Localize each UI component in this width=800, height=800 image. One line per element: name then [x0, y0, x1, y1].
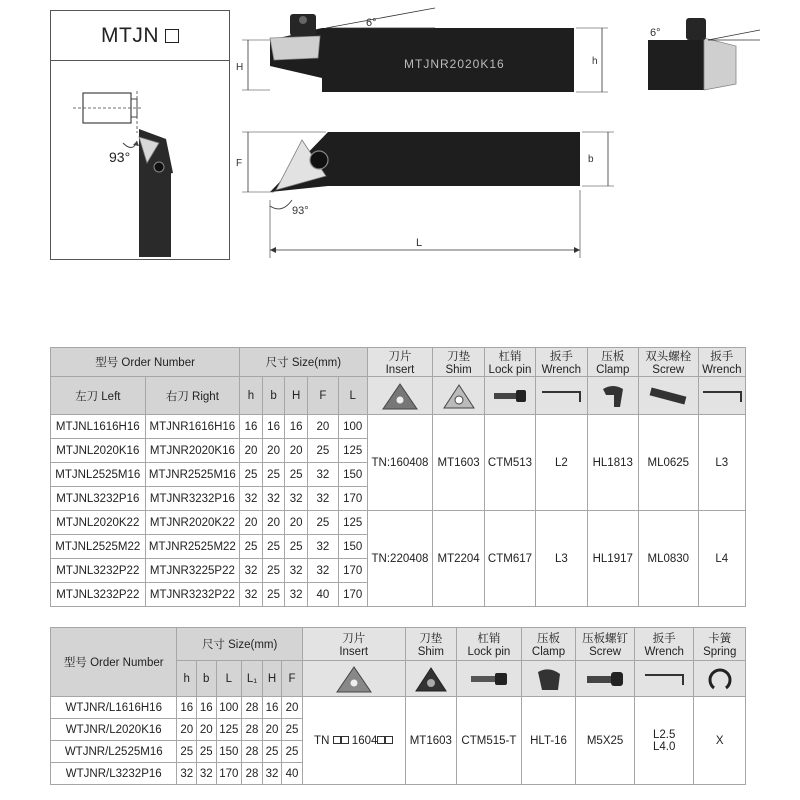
screw-cell: M5X25 [576, 697, 635, 785]
size-H-cell: 32 [285, 583, 308, 607]
col2-h: h [177, 661, 197, 697]
part-header-wrench: 扳手 Wrench [536, 348, 587, 377]
size-F-cell: 40 [307, 583, 338, 607]
part2-header-clamp: 压板 Clamp [521, 628, 575, 661]
size-H-cell: 16 [285, 415, 308, 439]
dim-H-label: H [236, 62, 244, 73]
model-cell: WTJNR/L1616H16 [51, 697, 177, 719]
size-h-cell: 16 [177, 697, 197, 719]
size-b-cell: 32 [262, 487, 285, 511]
lockpin-image [484, 377, 535, 415]
size-h-cell: 20 [240, 511, 263, 535]
size-h-cell: 25 [240, 535, 263, 559]
size-L-cell: 150 [338, 463, 367, 487]
dim-b-label: b [588, 154, 594, 165]
part2-header-screw: 压板螺钉 Screw [576, 628, 635, 661]
wrench-cell: L2.5 L4.0 [634, 697, 694, 785]
part-header-wrench2: 扳手 Wrench [698, 348, 745, 377]
col2-L: L [216, 661, 242, 697]
lock-pin-icon [490, 385, 530, 407]
order-number-header: 型号 Order Number [51, 348, 240, 377]
size-h-cell: 25 [177, 741, 197, 763]
size-F-cell: 25 [282, 719, 303, 741]
left-model-cell: MTJNL1616H16 [51, 415, 146, 439]
shim2-image [405, 661, 456, 697]
size-L1-cell: 28 [242, 741, 263, 763]
right-model-cell: MTJNR2020K16 [145, 439, 240, 463]
size-L-cell: 150 [338, 535, 367, 559]
part-header-insert: 刀片 Insert [367, 348, 433, 377]
insert-cell: TN:220408 [367, 511, 433, 607]
size-h-cell: 16 [240, 415, 263, 439]
col2-b: b [196, 661, 216, 697]
lead-angle-label: 93° [109, 149, 131, 165]
holder-model-label: MTJNR2020K16 [404, 57, 505, 71]
col-L: L [338, 377, 367, 415]
size-b-cell: 16 [262, 415, 285, 439]
model-cell: WTJNR/L3232P16 [51, 763, 177, 785]
size-H-cell: 20 [262, 719, 282, 741]
size-h-cell: 32 [240, 487, 263, 511]
size-header: 尺寸 Size(mm) [240, 348, 367, 377]
size-H-cell: 20 [285, 511, 308, 535]
size-b-cell: 32 [196, 763, 216, 785]
col2-L1: L₁ [242, 661, 263, 697]
clamp-cell: HL1917 [587, 511, 638, 607]
hex-wrench-icon [701, 386, 743, 406]
size-L-cell: 150 [216, 741, 242, 763]
size-L-cell: 100 [216, 697, 242, 719]
size-F-cell: 20 [307, 415, 338, 439]
clamp-icon [534, 664, 564, 694]
wrench2-cell: L4 [698, 511, 745, 607]
size-F-cell: 32 [307, 463, 338, 487]
right-header: 右刀 Right [145, 377, 240, 415]
wrench-cell: L3 [536, 511, 587, 607]
part2-header-wrench: 扳手 Wrench [634, 628, 694, 661]
insert2-image [302, 661, 405, 697]
lock-pin-icon [467, 668, 511, 690]
series-title-box [50, 10, 230, 260]
screw-cell: ML0830 [638, 511, 698, 607]
size-F-cell: 25 [282, 741, 303, 763]
shim-cell: MT1603 [433, 415, 484, 511]
size-F-cell: 32 [307, 487, 338, 511]
hex-wrench-icon [540, 386, 582, 406]
holder-top-view [328, 132, 580, 186]
top-angle-label: 6° [366, 17, 377, 29]
mtjn-spec-table [50, 347, 746, 607]
dim-h-label: h [592, 56, 598, 67]
double-screw-icon [646, 385, 690, 407]
size-F-cell: 25 [307, 511, 338, 535]
table-row [51, 697, 746, 719]
size-H-cell: 20 [285, 439, 308, 463]
clamp2-image [521, 661, 575, 697]
part2-header-insert: 刀片 Insert [302, 628, 405, 661]
col2-H: H [262, 661, 282, 697]
col-H: H [285, 377, 308, 415]
size-H-cell: 32 [285, 487, 308, 511]
schematic-diagram [51, 61, 229, 259]
wrench3-image [634, 661, 694, 697]
size-L1-cell: 28 [242, 719, 263, 741]
right-model-cell: MTJNR3225P22 [145, 559, 240, 583]
size-H-cell: 32 [262, 763, 282, 785]
clamp-cell: HL1813 [587, 415, 638, 511]
part-header-lockpin: 杠销 Lock pin [484, 348, 535, 377]
order-number-header-2: 型号 Order Number [51, 628, 177, 697]
triangle-insert-icon [380, 381, 420, 411]
triangle-shim-icon [413, 664, 449, 694]
right-model-cell: MTJNR2525M22 [145, 535, 240, 559]
part-header-clamp: 压板 Clamp [587, 348, 638, 377]
size-h-cell: 32 [177, 763, 197, 785]
wtjn-spec-table [50, 627, 746, 785]
left-model-cell: MTJNL2020K22 [51, 511, 146, 535]
spring-image [694, 661, 746, 697]
clamp-icon [598, 381, 628, 411]
lockpin-cell: CTM513 [484, 415, 535, 511]
size-b-cell: 25 [262, 463, 285, 487]
shim-cell: MT1603 [405, 697, 456, 785]
size-F-cell: 32 [307, 535, 338, 559]
size-h-cell: 25 [240, 463, 263, 487]
dim-F-label: F [236, 158, 243, 169]
left-model-cell: MTJNL2525M22 [51, 535, 146, 559]
model-cell: WTJNR/L2020K16 [51, 719, 177, 741]
screw-image [638, 377, 698, 415]
size-b-cell: 20 [196, 719, 216, 741]
size-F-cell: 20 [282, 697, 303, 719]
size-L-cell: 170 [338, 583, 367, 607]
col-F: F [307, 377, 338, 415]
left-model-cell: MTJNL3232P16 [51, 487, 146, 511]
size-L-cell: 170 [216, 763, 242, 785]
clamp-image [587, 377, 638, 415]
clamp-cell: HLT-16 [521, 697, 575, 785]
size-L-cell: 125 [338, 511, 367, 535]
shim-cell: MT2204 [433, 511, 484, 607]
size-F-cell: 32 [307, 559, 338, 583]
table-row [51, 415, 746, 439]
insert-cell: TN:160408 [367, 415, 433, 511]
right-model-cell: MTJNR3232P16 [145, 487, 240, 511]
triangle-insert-icon [334, 664, 374, 694]
left-header: 左刀 Left [51, 377, 146, 415]
side-angle-label: 6° [650, 27, 661, 39]
table-row [51, 511, 746, 535]
size-H-cell: 25 [285, 535, 308, 559]
dim-L-label: L [416, 237, 423, 249]
size-b-cell: 20 [262, 439, 285, 463]
left-model-cell: MTJNL2525M16 [51, 463, 146, 487]
part-header-screw: 双头螺栓 Screw [638, 348, 698, 377]
size-b-cell: 16 [196, 697, 216, 719]
col2-F: F [282, 661, 303, 697]
right-model-cell: MTJNR3232P22 [145, 583, 240, 607]
left-model-cell: MTJNL3232P22 [51, 559, 146, 583]
left-model-cell: MTJNL3232P22 [51, 583, 146, 607]
lockpin-cell: CTM617 [484, 511, 535, 607]
size-b-cell: 20 [262, 511, 285, 535]
size-header-2: 尺寸 Size(mm) [177, 628, 302, 661]
hand-placeholder-box [165, 29, 179, 43]
size-F-cell: 25 [307, 439, 338, 463]
hex-wrench-icon [643, 669, 685, 689]
part2-header-spring: 卡簧 Spring [694, 628, 746, 661]
size-L1-cell: 28 [242, 697, 263, 719]
size-b-cell: 25 [262, 583, 285, 607]
wrench-cell: L2 [536, 415, 587, 511]
wrench-image [536, 377, 587, 415]
circlip-icon [705, 664, 735, 694]
spring-cell: X [694, 697, 746, 785]
lockpin-cell: CTM515-T [457, 697, 522, 785]
tool-drawing [230, 0, 790, 270]
size-H-cell: 16 [262, 697, 282, 719]
size-H-cell: 25 [285, 463, 308, 487]
part-header-shim: 刀垫 Shim [433, 348, 484, 377]
size-H-cell: 32 [285, 559, 308, 583]
col-b: b [262, 377, 285, 415]
shim-image [433, 377, 484, 415]
size-h-cell: 32 [240, 583, 263, 607]
series-name [51, 11, 229, 61]
screw-cell: ML0625 [638, 415, 698, 511]
right-model-cell: MTJNR2020K22 [145, 511, 240, 535]
wrench2-cell: L3 [698, 415, 745, 511]
size-L-cell: 125 [338, 439, 367, 463]
lockpin2-image [457, 661, 522, 697]
size-L-cell: 100 [338, 415, 367, 439]
insert-cell: TN 1604 [302, 697, 405, 785]
size-h-cell: 20 [240, 439, 263, 463]
triangle-shim-icon [441, 381, 477, 411]
insert-image [367, 377, 433, 415]
size-L-cell: 170 [338, 487, 367, 511]
lead-angle-label-drawing: 93° [292, 205, 309, 217]
part2-header-shim: 刀垫 Shim [405, 628, 456, 661]
size-L-cell: 170 [338, 559, 367, 583]
col-h: h [240, 377, 263, 415]
size-b-cell: 25 [196, 741, 216, 763]
size-F-cell: 40 [282, 763, 303, 785]
size-b-cell: 25 [262, 559, 285, 583]
left-model-cell: MTJNL2020K16 [51, 439, 146, 463]
right-model-cell: MTJNR1616H16 [145, 415, 240, 439]
model-cell: WTJNR/L2525M16 [51, 741, 177, 763]
size-h-cell: 32 [240, 559, 263, 583]
size-L-cell: 125 [216, 719, 242, 741]
size-h-cell: 20 [177, 719, 197, 741]
size-H-cell: 25 [262, 741, 282, 763]
screw2-image [576, 661, 635, 697]
wrench2-image [698, 377, 745, 415]
size-L1-cell: 28 [242, 763, 263, 785]
holder-end-view [648, 40, 704, 90]
part2-header-lockpin: 杠销 Lock pin [457, 628, 522, 661]
size-b-cell: 25 [262, 535, 285, 559]
series-code: MTJN [101, 23, 159, 47]
right-model-cell: MTJNR2525M16 [145, 463, 240, 487]
screw-icon [583, 668, 627, 690]
